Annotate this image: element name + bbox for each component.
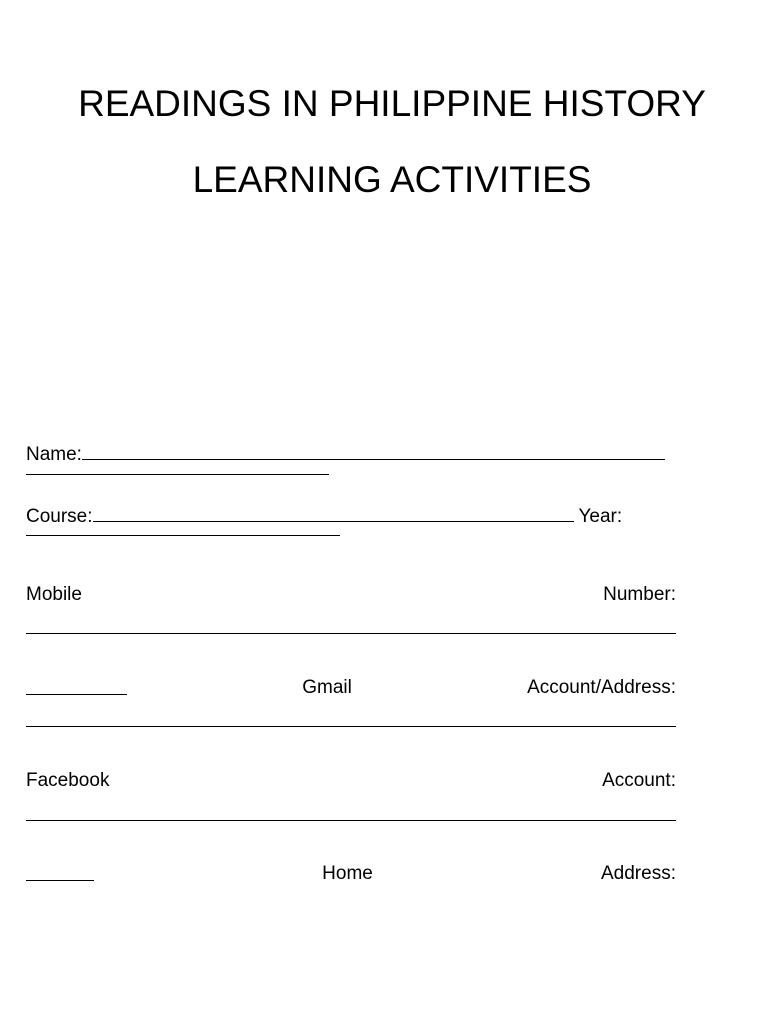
- facebook-label: Facebook: [26, 770, 110, 791]
- gmail-blank[interactable]: [26, 726, 676, 727]
- home-address-row: [26, 862, 676, 886]
- gmail-label: Gmail: [302, 677, 352, 698]
- year-blank[interactable]: [26, 535, 340, 536]
- course-year-row: [26, 503, 622, 529]
- facebook-row: [26, 769, 676, 793]
- mobile-number-blank[interactable]: [26, 633, 676, 634]
- mobile-number-blank-continued[interactable]: [26, 676, 127, 695]
- document-title: READINGS IN PHILIPPINE HISTORY: [78, 83, 706, 124]
- document-subtitle: LEARNING ACTIVITIES: [192, 159, 592, 200]
- gmail-row: [26, 676, 676, 700]
- name-blank-continued[interactable]: [26, 474, 329, 475]
- name-blank[interactable]: [82, 441, 665, 460]
- year-label: Year:: [578, 506, 623, 527]
- mobile-label: Mobile: [26, 584, 82, 605]
- name-row: [26, 441, 665, 467]
- number-label: Number:: [603, 584, 676, 605]
- gmail-address-label: Account/Address:: [527, 677, 676, 698]
- home-address-label: Address:: [601, 863, 676, 884]
- course-blank[interactable]: [93, 503, 574, 522]
- home-label: Home: [322, 863, 373, 884]
- facebook-blank-continued[interactable]: [26, 862, 94, 881]
- facebook-blank[interactable]: [26, 820, 676, 821]
- course-label: Course:: [26, 506, 93, 527]
- name-label: Name:: [26, 444, 82, 465]
- mobile-number-row: [26, 583, 676, 607]
- facebook-account-label: Account:: [602, 770, 676, 791]
